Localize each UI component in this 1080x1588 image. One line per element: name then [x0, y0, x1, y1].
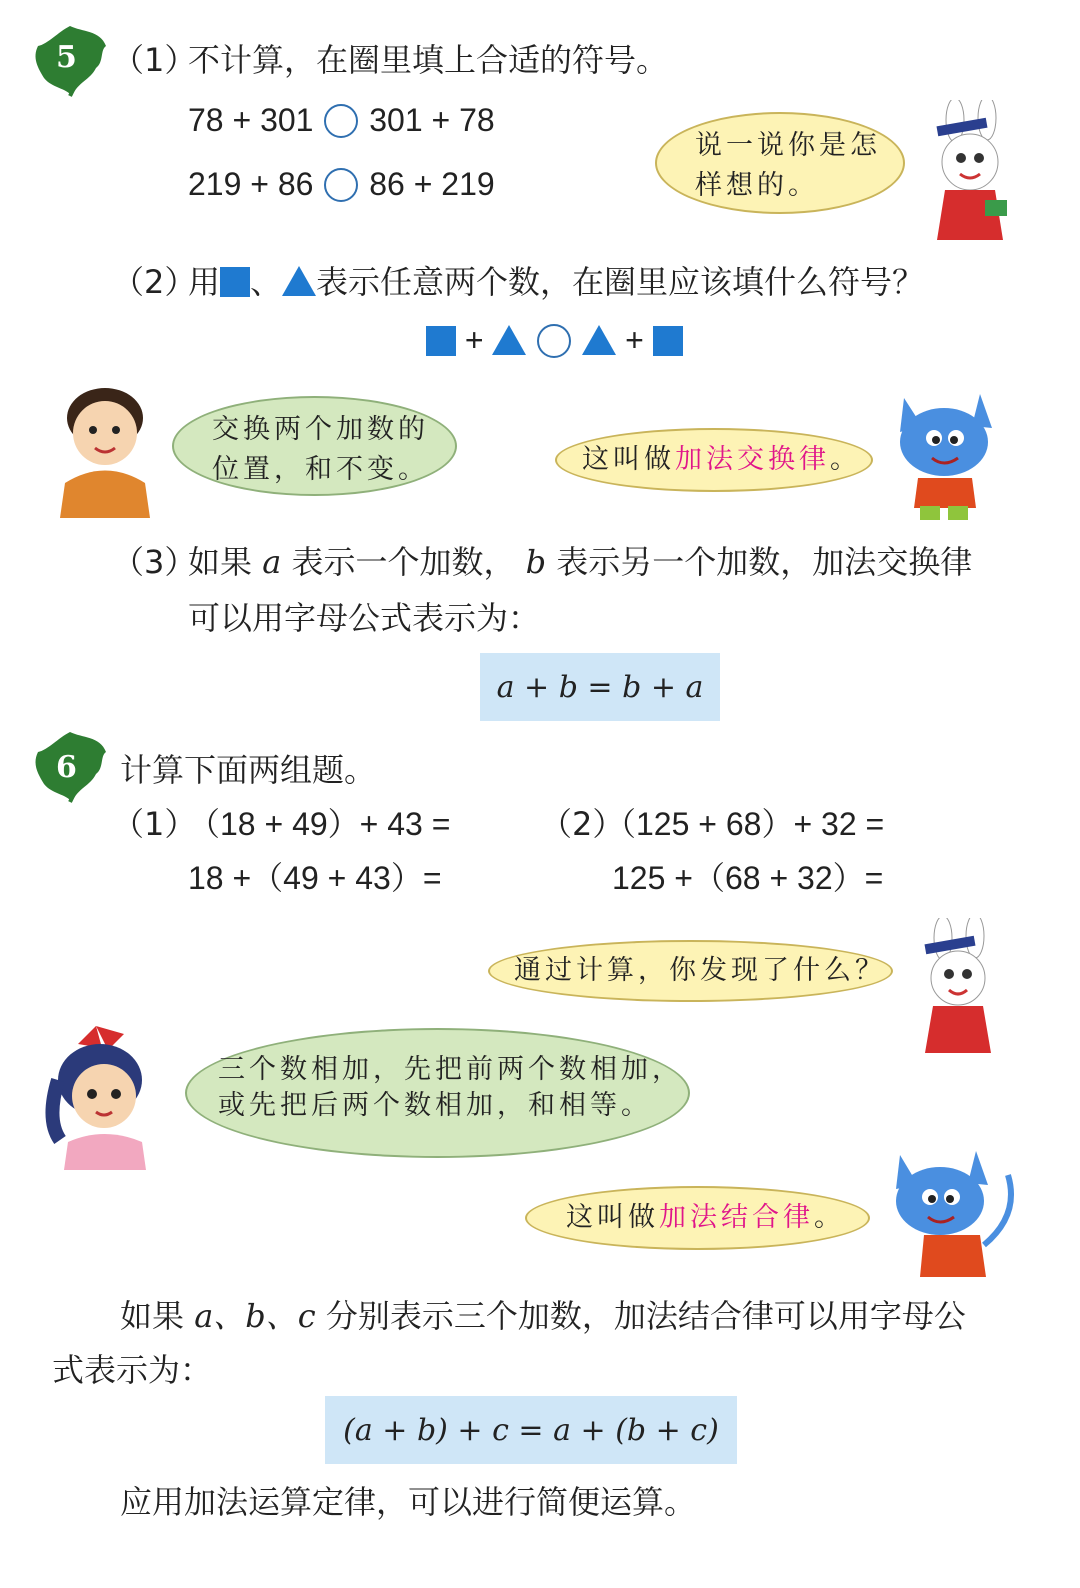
- q3-label: （3）: [112, 543, 197, 581]
- associative-para-line2: 式表示为：: [52, 1351, 213, 1389]
- q2-text-a: 用: [188, 263, 221, 301]
- cat-bubble-1-suffix: 。: [830, 444, 861, 475]
- expr2-right: 86 + 219: [369, 166, 495, 202]
- answer-circle-1[interactable]: [324, 104, 358, 138]
- p2-line1: （125 + 68）+ 32 =: [604, 806, 885, 842]
- blue-triangle-icon: [582, 325, 616, 355]
- rabbit-bubble-1-line2: 样想的。: [695, 170, 819, 201]
- section-6-number: 6: [56, 750, 77, 785]
- cat-character-illustration-2: [880, 1135, 1030, 1285]
- associative-para-line1: [120, 1296, 966, 1336]
- p2-line2: 125 +（68 + 32）=: [612, 860, 884, 896]
- rabbit-bubble-1-line1: 说一说你是怎: [695, 130, 881, 161]
- q3-var-a: a: [262, 543, 282, 581]
- blue-square-icon: [653, 326, 683, 356]
- q3-var-b: b: [525, 543, 547, 581]
- expr1-right: 301 + 78: [369, 102, 495, 138]
- section-5-number: 5: [56, 40, 77, 75]
- cat-bubble-2-suffix: 。: [814, 1202, 845, 1233]
- q1-label: （1）: [112, 41, 197, 79]
- commutative-formula-box: [480, 653, 720, 721]
- rabbit-character-illustration-2: [905, 918, 1010, 1058]
- q3-line1-b: 表示一个加数，: [291, 543, 516, 581]
- shape-plus-1: +: [464, 322, 484, 358]
- cat-bubble-1-prefix: 这叫做: [582, 444, 675, 475]
- q3-line2: 可以用字母公式表示为：: [188, 599, 541, 637]
- girl-bubble-line2: 或先把后两个数相加，和相等。: [218, 1090, 652, 1121]
- q2-text-b: 、: [250, 263, 283, 301]
- boy-character-illustration: [50, 378, 160, 518]
- answer-circle-2[interactable]: [324, 168, 358, 202]
- blue-triangle-icon: [282, 266, 316, 296]
- shape-equation: [426, 320, 683, 362]
- section-6-title: 计算下面两组题。: [120, 751, 377, 789]
- answer-circle-shapes[interactable]: [537, 324, 571, 358]
- para-line1-a: 如果: [120, 1297, 185, 1335]
- girl-character-illustration: [38, 1020, 158, 1170]
- comparison-row-1: [188, 100, 495, 142]
- cat-bubble-2-prefix: 这叫做: [566, 1202, 659, 1233]
- q3-line1-a: 如果: [188, 543, 253, 581]
- expr2-left: 219 + 86: [188, 166, 314, 202]
- p1-label: （1）: [112, 805, 197, 843]
- associative-formula: (a + b) + c = a + (b + c): [343, 1412, 719, 1448]
- cat-character-illustration: [882, 380, 1012, 530]
- q1-text: 不计算，在圈里填上合适的符号。: [188, 41, 669, 79]
- boy-bubble-line2: 位置，和不变。: [212, 454, 429, 485]
- q2-text-c: 表示任意两个数，在圈里应该填什么符号？: [316, 263, 925, 301]
- blue-square-icon: [426, 326, 456, 356]
- cat-bubble-2-text: [566, 1198, 845, 1238]
- p1-line2: 18 +（49 + 43）=: [188, 860, 442, 896]
- q2-label: （2）: [112, 263, 197, 301]
- q2-text: [188, 262, 924, 302]
- cat-bubble-1-text: [582, 440, 861, 480]
- comparison-row-2: [188, 164, 495, 206]
- p1-line1: （18 + 49）+ 43 =: [188, 806, 451, 842]
- girl-bubble-line1: 三个数相加，先把前两个数相加，: [218, 1054, 683, 1085]
- blue-triangle-icon: [492, 325, 526, 355]
- p2-label: （2）: [540, 805, 625, 843]
- q3-line1-c: 表示另一个加数，加法交换律: [556, 543, 973, 581]
- boy-bubble-line1: 交换两个加数的: [212, 414, 429, 445]
- closing-sentence: 应用加法运算定律，可以进行简便运算。: [120, 1483, 697, 1521]
- expr1-left: 78 + 301: [188, 102, 314, 138]
- commutative-formula: a + b = b + a: [496, 669, 704, 705]
- blue-square-icon: [220, 267, 250, 297]
- associative-formula-box: [325, 1396, 737, 1464]
- rabbit-character-illustration: [915, 100, 1025, 245]
- shape-plus-2: +: [625, 322, 644, 358]
- para-vars: a、b、c: [194, 1297, 316, 1335]
- rabbit-bubble-2-text: 通过计算，你发现了什么？: [514, 955, 886, 986]
- q3-line1: [188, 542, 972, 582]
- associative-law-term: 加法结合律: [659, 1202, 814, 1233]
- para-line1-b: 分别表示三个加数，加法结合律可以用字母公: [325, 1297, 966, 1335]
- commutative-law-term: 加法交换律: [675, 444, 830, 475]
